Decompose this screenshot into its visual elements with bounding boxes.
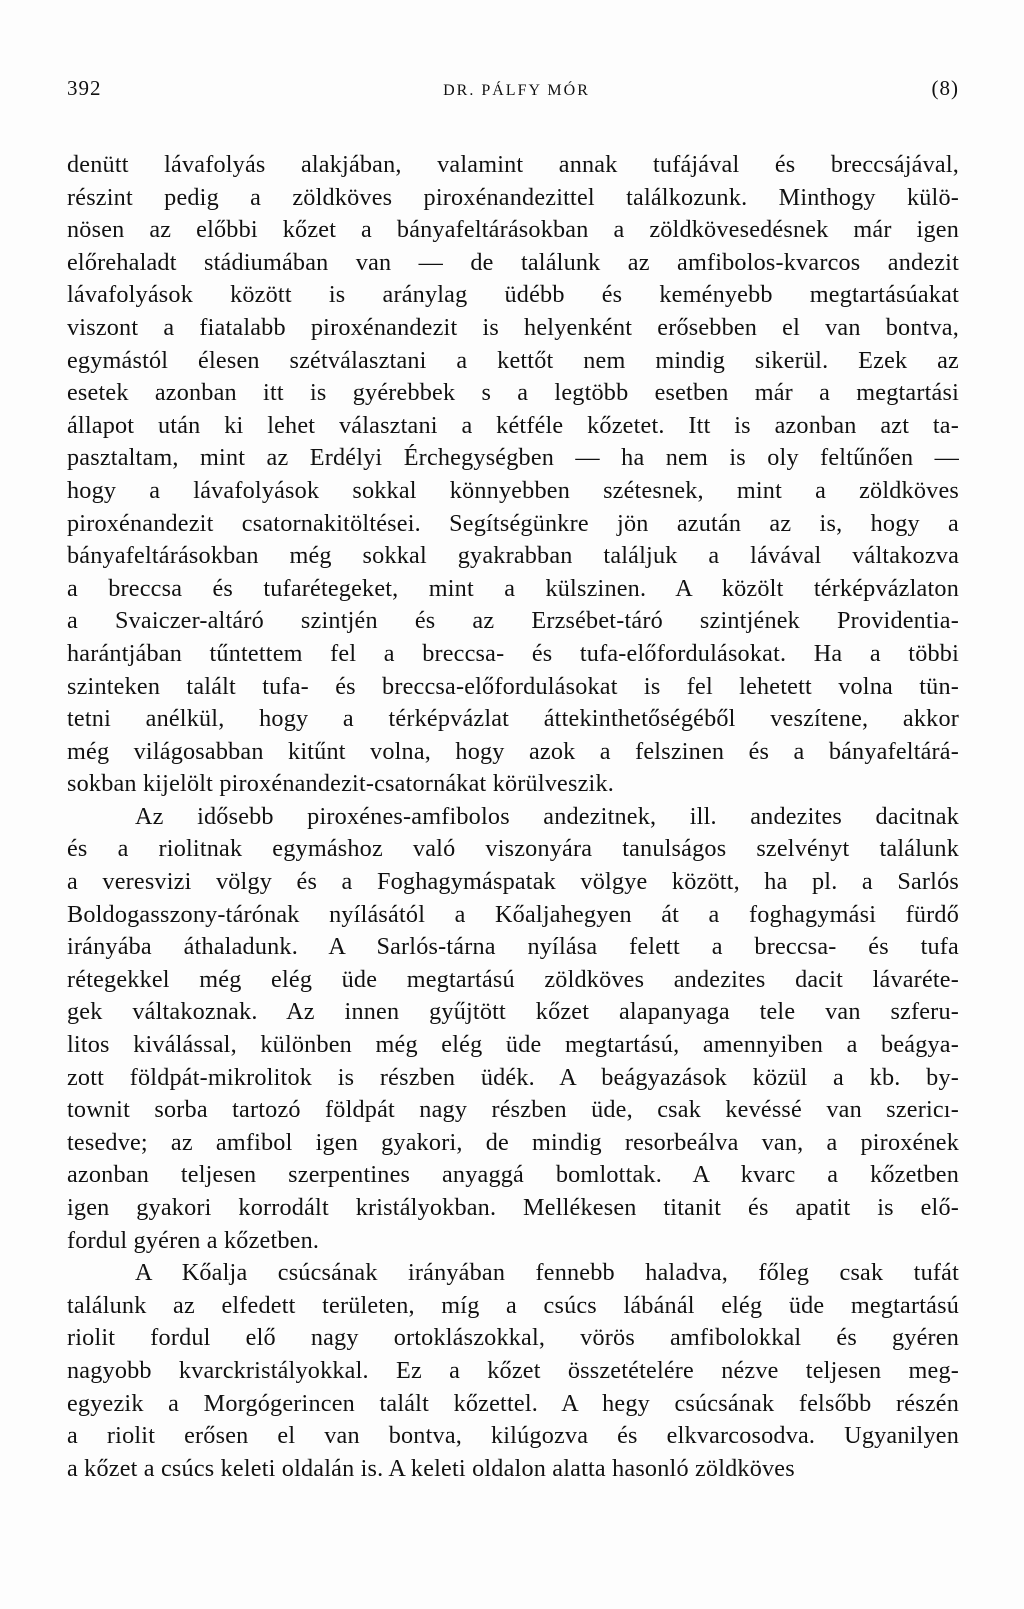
text-line: piroxénandezit csatornakitöltései. Segítségünkre jön azután az is, hogy a <box>67 509 959 537</box>
running-header <box>67 76 959 101</box>
text-line: még világosabban kitűnt volna, hogy azok a felszinen és a bányafeltárá- <box>67 737 959 765</box>
text-line: a veresvizi völgy és a Foghagymáspatak völgye között, ha pl. a Sarlós <box>67 868 959 896</box>
text-line: denütt lávafolyás alakjában, valamint annak tufájával és breccsájával, <box>67 151 959 178</box>
text-line: litos kiválással, különben még elég üde megtartású, amennyiben a beágya- <box>67 1031 959 1059</box>
text-line: hogy a lávafolyások sokkal könnyebben szétesnek, mint a zöldköves <box>67 476 959 504</box>
paragraph <box>67 149 959 801</box>
section-number: (8) <box>931 76 959 100</box>
text-line: riolit fordul elő nagy ortoklászokkal, vörös amfibolokkal és gyéren <box>67 1324 959 1352</box>
page-number: 392 <box>67 76 102 100</box>
text-line: A Kőalja csúcsának irányában fennebb haladva, főleg csak tufát <box>135 1259 959 1287</box>
text-line: a kőzet a csúcs keleti oldalán is. A keleti oldalon alatta hasonló zöldköves <box>67 1454 795 1482</box>
book-page <box>67 76 959 1485</box>
text-line: townit sorba tartozó földpát nagy részben üde, csak kevéssé van szericı- <box>67 1096 959 1124</box>
paragraph <box>67 801 959 1257</box>
text-line: rétegekkel még elég üde megtartású zöldköves andezites dacit lávaréte- <box>67 965 959 993</box>
text-line: állapot után ki lehet választani a kétféle kőzetet. Itt is azonban azt ta- <box>67 411 959 439</box>
text-line: igen gyakori korrodált kristályokban. Mellékesen titanit és apatit is elő- <box>67 1194 959 1221</box>
text-line: a Svaiczer-altáró szintjén és az Erzsébet-táró szintjének Providentia- <box>67 607 959 635</box>
text-line: zott földpát-mikrolitok is részben üdék. A beágyazások közül a kb. by- <box>67 1063 959 1091</box>
text-line: nösen az előbbi kőzet a bányafeltárásokban a zöldkövesedésnek már igen <box>67 216 959 244</box>
text-line: nagyobb kvarckristályokkal. Ez a kőzet összetételére nézve teljesen meg- <box>67 1356 959 1384</box>
running-title: DR. PÁLFY MÓR <box>443 82 590 99</box>
text-line: Az idősebb piroxénes-amfibolos andezitnek, ill. andezites dacitnak <box>135 802 959 830</box>
text-line: a breccsa és tufarétegeket, mint a külszinen. A közölt térképvázlaton <box>67 574 959 602</box>
text-line: tesedve; az amfibol igen gyakori, de mindig resorbeálva van, a piroxének <box>67 1128 959 1156</box>
text-line: szinteken talált tufa- és breccsa-előfordulásokat is fel lehetett volna tün- <box>67 672 959 700</box>
body-text <box>67 149 959 1485</box>
text-line: gek váltakoznak. Az innen gyűjtött kőzet alapanyaga tele van szferu- <box>67 998 959 1026</box>
text-line: esetek azonban itt is gyérebbek s a legtöbb esetben már a megtartási <box>67 379 959 407</box>
text-line: Boldogasszony-tárónak nyílásától a Kőaljahegyen át a foghagymási fürdő <box>67 900 959 928</box>
text-line: tetni anélkül, hogy a térképvázlat áttekinthetőségéből veszítene, akkor <box>67 705 959 733</box>
paragraph <box>67 1257 959 1485</box>
text-line: előrehaladt stádiumában van — de találunk az amfibolos-kvarcos andezit <box>67 248 959 276</box>
text-line: és a riolitnak egymáshoz való viszonyára tanulságos szelvényt találunk <box>67 835 959 863</box>
text-line: lávafolyások között is aránylag üdébb és keményebb megtartásúakat <box>67 281 959 309</box>
text-line: bányafeltárásokban még sokkal gyakrabban találjuk a lávával váltakozva <box>67 542 959 570</box>
text-line: egyezik a Morgógerincen talált kőzettel. A hegy csúcsának felsőbb részén <box>67 1389 959 1417</box>
text-line: találunk az elfedett területen, míg a csúcs lábánál elég üde megtartású <box>67 1291 959 1319</box>
text-line: azonban teljesen szerpentines anyaggá bomlottak. A kvarc a kőzetben <box>67 1161 959 1189</box>
text-line: egymástól élesen szétválasztani a kettőt nem mindig sikerül. Ezek az <box>67 346 959 374</box>
text-line: harántjában tűntettem fel a breccsa- és tufa-előfordulásokat. Ha a többi <box>67 639 959 667</box>
text-line: irányába áthaladunk. A Sarlós-tárna nyílása felett a breccsa- és tufa <box>67 933 959 961</box>
text-line: pasztaltam, mint az Erdélyi Érchegységben — ha nem is oly feltűnően — <box>67 444 959 472</box>
text-line: a riolit erősen el van bontva, kilúgozva és elkvarcosodva. Ugyanilyen <box>67 1422 959 1450</box>
text-line: részint pedig a zöldköves piroxénandezittel találkozunk. Minthogy külö- <box>67 183 959 211</box>
text-line: sokban kijelölt piroxénandezit-csatornákat körülveszik. <box>67 770 614 798</box>
text-line: fordul gyéren a kőzetben. <box>67 1226 320 1254</box>
text-line: viszont a fiatalabb piroxénandezit is helyenként erősebben el van bontva, <box>67 313 959 341</box>
